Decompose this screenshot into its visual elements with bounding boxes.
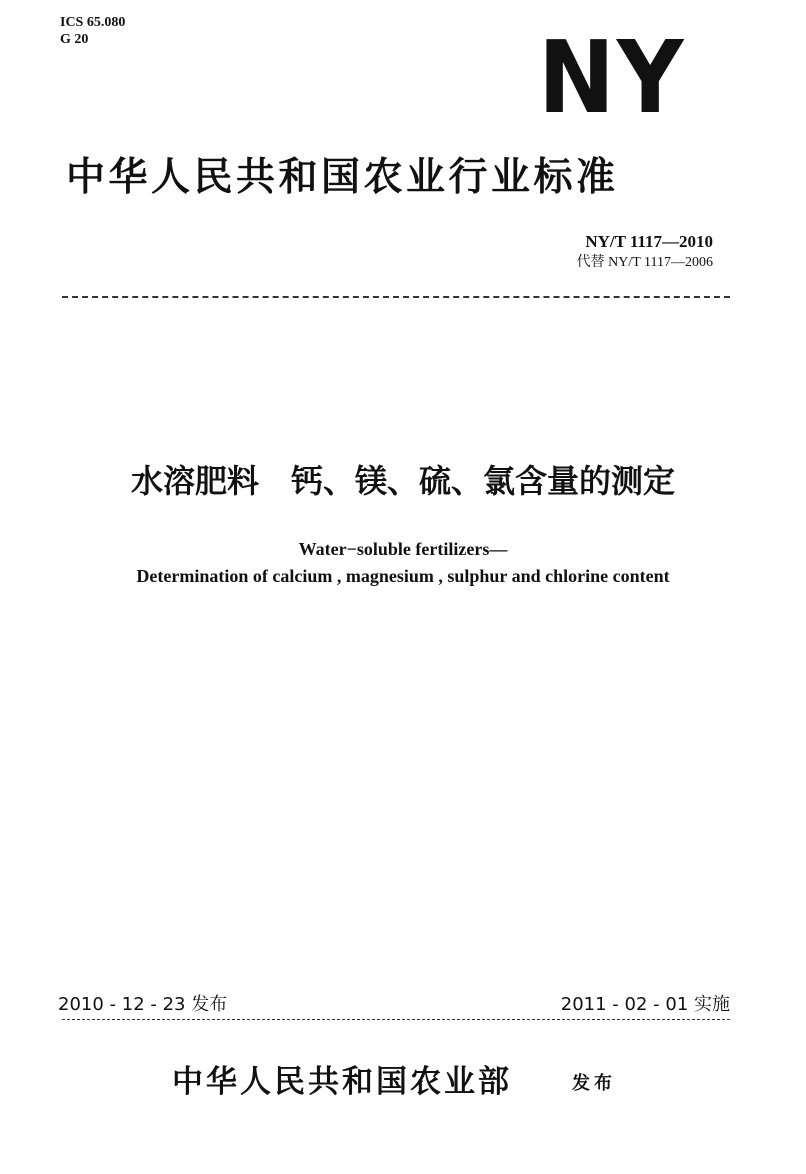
bottom-divider: [62, 1019, 730, 1020]
english-title-line-1: Water−soluble fertilizers—: [298, 539, 508, 559]
implementation-date: 2011 - 02 - 01 实施: [560, 994, 730, 1015]
standard-number: NY/T 1117—2010: [585, 232, 713, 251]
replaces-standard: 代替 NY/T 1117—2006: [576, 255, 713, 270]
publisher-name: 中华人民共和国农业部: [172, 1064, 512, 1100]
top-divider: [62, 296, 730, 298]
issue-date: 2010 - 12 - 23 发布: [58, 994, 228, 1015]
category-code: G 20: [60, 32, 89, 47]
publish-label: 发布: [572, 1073, 616, 1094]
ics-code: ICS 65.080: [60, 15, 126, 30]
english-title-line-2: Determination of calcium , magnesium , sulphur and chlorine content: [136, 566, 670, 586]
standard-type-title: 中华人民共和国农业行业标准: [66, 155, 619, 200]
classification-block: [60, 14, 125, 48]
chinese-title: 水溶肥料 钙、镁、硫、氯含量的测定: [130, 462, 675, 500]
ny-logo: NY: [538, 19, 686, 136]
